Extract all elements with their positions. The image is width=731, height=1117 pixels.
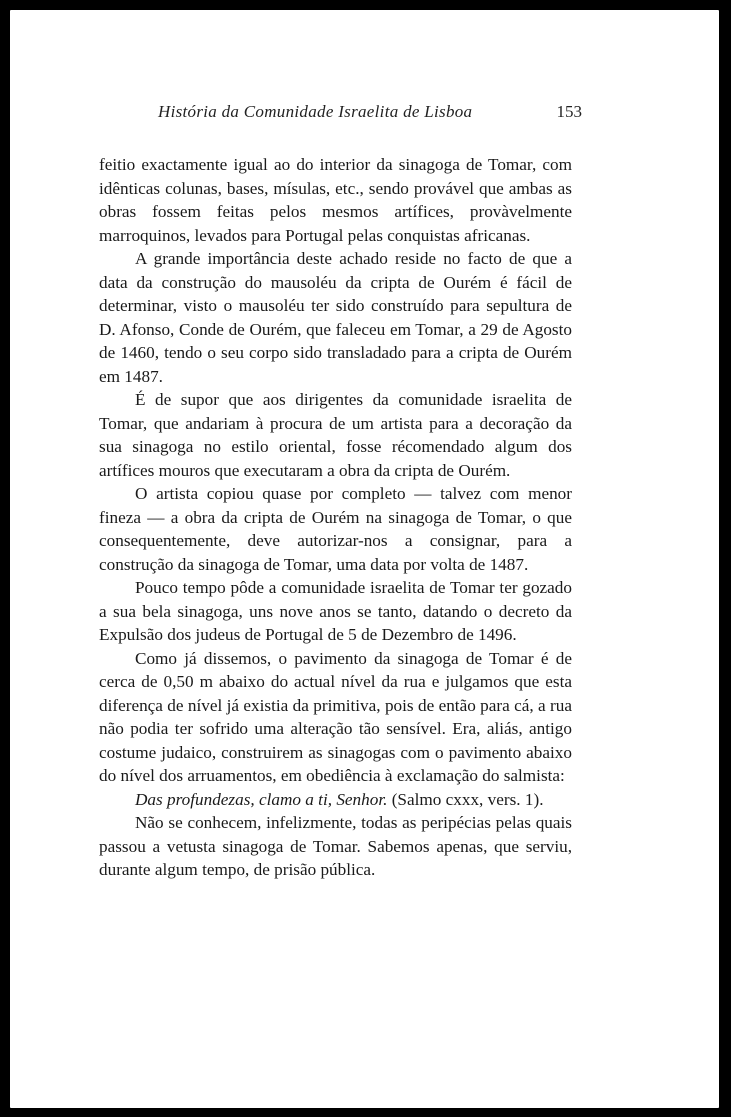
paragraph: A grande importância deste achado reside no facto de que a data da construção do mausoléu da cripta de Ourém é fácil de determinar, visto o mausoléu ter sido construído para sepultura de D. Afonso, Conde de Ourém, que faleceu em Tomar, a 29 de Agosto de 1460, tendo o seu corpo sido transladado para a cripta de Ourém em 1487. [99,249,572,386]
paragraph: É de supor que aos dirigentes da comunidade israelita de Tomar, que andariam à procura de um artista para a decoração da sua sinagoga no estilo oriental, fosse récomendado algum dos artífices mouros que executaram a obra da cripta de Ourém. [99,390,572,480]
paragraph: Não se conhecem, infelizmente, todas as peripécias pelas quais passou a vetusta sinagoga de Tomar. Sabemos apenas, que serviu, durante algum tempo, de prisão pública. [99,813,572,879]
paragraph: O artista copiou quase por completo — talvez com menor fineza — a obra da cripta de Ourém na sinagoga de Tomar, o que consequentemente, deve autorizar-nos a consignar, para a construção da sinagoga de Tomar, uma data por volta de 1487. [99,484,572,574]
paragraph: feitio exactamente igual ao do interior da sinagoga de Tomar, com idênticas colunas, bases, mísulas, etc., sendo provável que ambas as obras fossem feitas pelos mesmos artífices, provàvelmente marroquinos, levados para Portugal pelas conquistas africanas. [99,155,572,245]
running-title: História da Comunidade Israelita de Lisboa [158,102,473,121]
body-text [99,153,572,882]
psalm-quote-text: Das profundezas, clamo a ti, Senhor. [135,789,388,809]
page-number: 153 [556,102,582,121]
psalm-citation: (Salmo cxxx, vers. 1). [387,789,544,809]
psalm-quote [99,788,572,812]
paragraph: Pouco tempo pôde a comunidade israelita de Tomar ter gozado a sua bela sinagoga, uns nove anos se tanto, datando o decreto da Expulsão dos judeus de Portugal de 5 de Dezembro de 1496. [99,578,572,644]
paragraph: Como já dissemos, o pavimento da sinagoga de Tomar é de cerca de 0,50 m abaixo do actual nível da rua e julgamos que esta diferença de nível já existia da primitiva, pois de então para cá, a rua não podia ter sofrido uma alteração tão sensível. Era, aliás, antigo costume judaico, construirem as sinagogas com o pavimento abaixo do nível dos arruamentos, em obediência à exclamação do salmista: [99,648,572,785]
book-page [10,10,719,1108]
running-header [158,102,582,122]
